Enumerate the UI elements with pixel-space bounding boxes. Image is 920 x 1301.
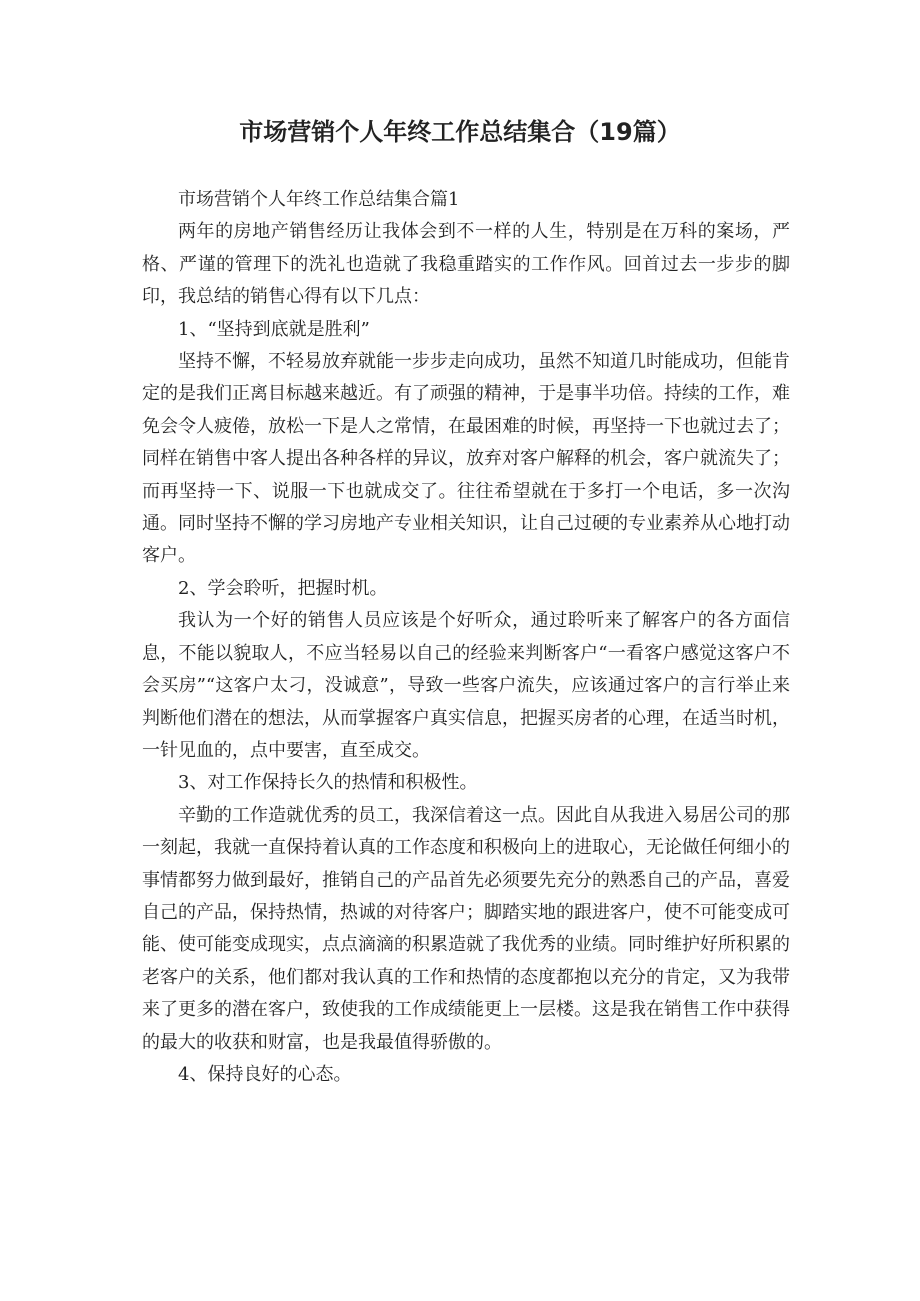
paragraph-point-1: 坚持不懈，不轻易放弃就能一步步走向成功，虽然不知道几时能成功，但能肯定的是我们正离目标越来越近。有了顽强的精神，于是事半功倍。持续的工作，难免会令人疲倦，放松一下是人之常情，在最困难的时候，再坚持一下也就过去了；同样在销售中客人提出各种各样的异议，放弃对客户解释的机会，客户就流失了；而再坚持一下、说服一下也就成交了。往往希望就在于多打一个电话，多一次沟通。同时坚持不懈的学习房地产专业相关知识，让自己过硬的专业素养从心地打动客户。 — [142, 351, 790, 567]
paragraph-point-3: 辛勤的工作造就优秀的员工，我深信着这一点。因此自从我进入易居公司的那一刻起，我就一直保持着认真的工作态度和积极向上的进取心，无论做任何细小的事情都努力做到最好，推销自己的产品首先必须要先充分的熟悉自己的产品，喜爱自己的产品，保持热情，热诚的对待客户；脚踏实地的跟进客户，使不可能变成可能、使可能变成现实，点点滴滴的积累造就了我优秀的业绩。同时维护好所积累的老客户的关系，他们都对我认真的工作和热情的态度都抱以充分的肯定，又为我带来了更多的潜在客户，致使我的工作成绩能更上一层楼。这是我在销售工作中获得的最大的收获和财富，也是我最值得骄傲的。 — [142, 804, 790, 1053]
document-body — [142, 184, 790, 1091]
section-heading: 市场营销个人年终工作总结集合篇1 — [178, 189, 460, 210]
point-heading-2: 2、学会聆听，把握时机。 — [178, 577, 388, 599]
point-heading-3: 3、对工作保持长久的热情和积极性。 — [178, 772, 478, 794]
point-heading-4: 4、保持良好的心态。 — [178, 1063, 352, 1085]
paragraph-point-2: 我认为一个好的销售人员应该是个好听众，通过聆听来了解客户的各方面信息，不能以貌取人，不应当轻易以自己的经验来判断客户“一看客户感觉这客户不会买房”“这客户太刁，没诚意”，导致一些客户流失，应该通过客户的言行举止来判断他们潜在的想法，从而掌握客户真实信息，把握买房者的心理，在适当时机，一针见血的，点中要害，直至成交。 — [142, 610, 790, 761]
point-heading-1: 1、“坚持到底就是胜利” — [178, 318, 370, 340]
paragraph-intro: 两年的房地产销售经历让我体会到不一样的人生，特别是在万科的案场，严格、严谨的管理下的洗礼也造就了我稳重踏实的工作作风。回首过去一步步的脚印，我总结的销售心得有以下几点： — [142, 221, 790, 308]
document-title: 市场营销个人年终工作总结集合（19篇） — [239, 118, 681, 146]
